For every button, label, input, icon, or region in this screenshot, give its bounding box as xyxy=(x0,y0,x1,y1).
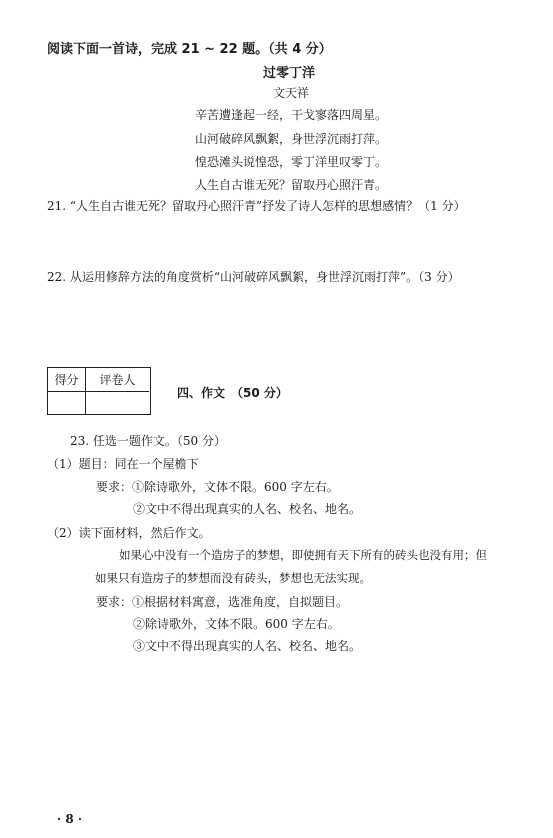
option-1-requirement-2: ②文中不得出现真实的人名、校名、地名。 xyxy=(133,502,362,516)
section-four-title: 四、作文 （50 分） xyxy=(177,386,288,400)
option-1-title: （1）题目：同在一个屋檐下 xyxy=(47,457,199,471)
poem-line: 山河破碎风飘絮，身世浮沉雨打萍。 xyxy=(195,132,388,146)
poem-line: 辛苦遭逢起一经，干戈寥落四周星。 xyxy=(195,108,388,122)
score-header: 得分 xyxy=(48,368,86,392)
page-number: · 8 · xyxy=(57,812,83,826)
material-line-1: 如果心中没有一个造房子的梦想，即使拥有天下所有的砖头也没有用；但 xyxy=(119,548,487,562)
option-2-requirement-1: 要求：①根据材料寓意，选准角度，自拟题目。 xyxy=(96,595,349,609)
grader-cell xyxy=(86,392,149,414)
poem-title: 过零丁洋 xyxy=(263,66,316,81)
poem-line: 人生自古谁无死？留取丹心照汗青。 xyxy=(195,178,388,192)
option-2-requirement-3: ③文中不得出现真实的人名、校名、地名。 xyxy=(133,639,362,653)
option-2-requirement-2: ②除诗歌外，文体不限。600 字左右。 xyxy=(133,617,340,631)
poem-author: 文天祥 xyxy=(273,86,310,100)
question-23: 23. 任选一题作文。（50 分） xyxy=(70,434,226,448)
option-1-requirement-1: 要求：①除诗歌外，文体不限。600 字左右。 xyxy=(96,480,339,494)
question-22: 22. 从运用修辞方法的角度赏析“山河破碎风飘絮，身世浮沉雨打萍”。（3 分） xyxy=(47,270,460,284)
question-21: 21. “人生自古谁无死？留取丹心照汗青”抒发了诗人怎样的思想感情？（1 分） xyxy=(47,199,466,213)
reading-intro: 阅读下面一首诗，完成 21 ~ 22 题。（共 4 分） xyxy=(47,42,332,57)
score-table xyxy=(47,367,151,415)
material-line-2: 如果只有造房子的梦想而没有砖头，梦想也无法实现。 xyxy=(95,571,371,585)
option-2-title: （2）读下面材料，然后作文。 xyxy=(47,526,211,540)
poem-line: 惶恐滩头说惶恐，零丁洋里叹零丁。 xyxy=(195,155,388,169)
score-cell xyxy=(48,392,86,414)
grader-header: 评卷人 xyxy=(86,368,149,392)
